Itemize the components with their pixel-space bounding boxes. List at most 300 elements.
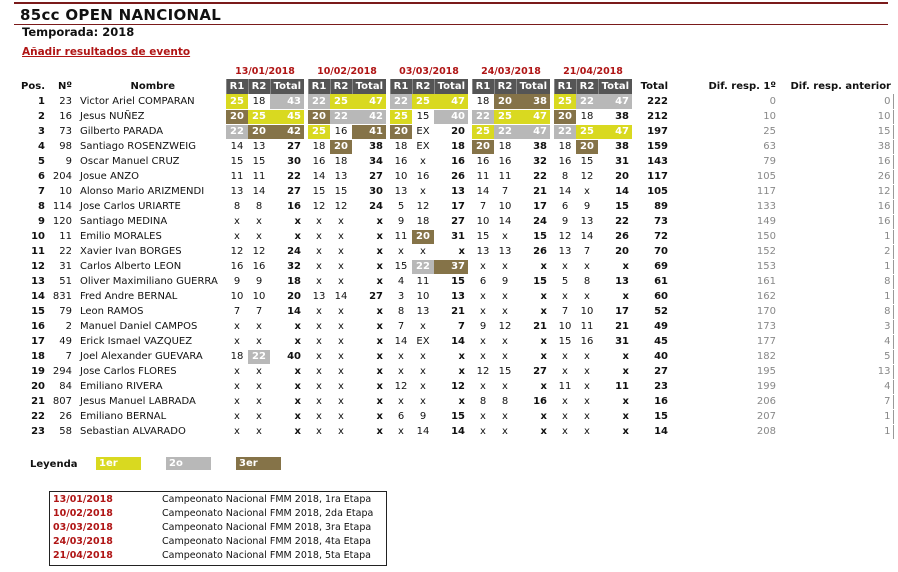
event-list-item (50, 507, 386, 521)
round-2-points-cell: x (576, 409, 598, 424)
rider-number-cell: 2 (48, 319, 76, 334)
round-2-points-cell: x (248, 424, 270, 439)
table-row (10, 409, 893, 424)
event-total-cell: x (434, 349, 468, 364)
round-2-points-cell: x (576, 259, 598, 274)
rider-number-cell: 16 (48, 109, 76, 124)
event-list-item (50, 493, 386, 507)
results-body (10, 94, 893, 439)
top-border (14, 2, 888, 4)
diff-first-cell: 199 (672, 379, 780, 394)
event-total-cell: 22 (516, 169, 550, 184)
rider-name-cell: Emilio MORALES (76, 229, 226, 244)
diff-first-cell: 25 (672, 124, 780, 139)
event-total-cell: x (352, 229, 386, 244)
event-total-cell: 47 (352, 94, 386, 109)
round-2-points-cell: 15 (412, 109, 434, 124)
event-total-cell: 13 (598, 274, 632, 289)
event-total-cell: 27 (352, 289, 386, 304)
round-1-points-cell: 13 (472, 244, 494, 259)
diff-previous-cell: 12 (780, 184, 893, 199)
round-1-points-cell: 9 (554, 214, 576, 229)
round-1-points-cell: 20 (226, 109, 248, 124)
event-total-cell: x (352, 259, 386, 274)
round-2-points-cell: x (248, 214, 270, 229)
round-2-points-cell: x (576, 289, 598, 304)
event-total-cell: 11 (598, 379, 632, 394)
rider-number-cell: 49 (48, 334, 76, 349)
round-2-points-cell: x (576, 394, 598, 409)
round-2-points-cell: 16 (576, 334, 598, 349)
grand-total-cell: 143 (632, 154, 672, 169)
position-cell: 11 (10, 244, 48, 259)
round-1-points-cell: 14 (554, 184, 576, 199)
col-name: Nombre (130, 81, 176, 92)
diff-first-cell: 149 (672, 214, 780, 229)
table-row (10, 199, 893, 214)
rider-number-cell: 73 (48, 124, 76, 139)
table-row (10, 244, 893, 259)
round-1-points-cell: 7 (226, 304, 248, 319)
round-2-points-cell: 25 (412, 94, 434, 109)
round-1-points-cell: 15 (308, 184, 330, 199)
round-1-points-cell: x (226, 319, 248, 334)
round-2-points-cell: 8 (494, 394, 516, 409)
event-total-cell: x (598, 424, 632, 439)
event-total-cell: 20 (598, 244, 632, 259)
position-cell: 12 (10, 259, 48, 274)
rider-name-cell: Jose Carlos URIARTE (76, 199, 226, 214)
position-cell: 19 (10, 364, 48, 379)
event-total-cell: 37 (434, 259, 468, 274)
rider-number-cell: 79 (48, 304, 76, 319)
diff-first-cell: 79 (672, 154, 780, 169)
rider-number-cell: 10 (48, 184, 76, 199)
event-total-cell: x (598, 289, 632, 304)
event-total-cell: x (270, 319, 304, 334)
rider-number-cell: 84 (48, 379, 76, 394)
round-2-points-cell: 14 (412, 424, 434, 439)
round-2-points-cell: x (494, 289, 516, 304)
event-total-cell: x (352, 274, 386, 289)
round-2-points-cell: 16 (248, 259, 270, 274)
round-2-points-cell: 25 (330, 94, 352, 109)
rider-name-cell: Carlos Alberto LEON (76, 259, 226, 274)
event-total-cell: 13 (434, 289, 468, 304)
position-cell: 6 (10, 169, 48, 184)
round-2-header: R2 (330, 79, 352, 94)
event-total-cell: 15 (516, 229, 550, 244)
event-total-cell: 40 (270, 349, 304, 364)
round-1-points-cell: x (308, 349, 330, 364)
diff-previous-cell: 7 (780, 394, 893, 409)
round-1-points-cell: x (308, 244, 330, 259)
diff-previous-cell: 1 (780, 409, 893, 424)
round-2-points-cell: 10 (412, 289, 434, 304)
round-2-points-cell: EX (412, 334, 434, 349)
round-1-points-cell: 13 (226, 184, 248, 199)
position-cell: 22 (10, 409, 48, 424)
table-row (10, 109, 893, 124)
round-1-points-cell: 10 (472, 214, 494, 229)
diff-first-cell: 208 (672, 424, 780, 439)
round-1-points-cell: 22 (226, 124, 248, 139)
event-total-cell: 42 (270, 124, 304, 139)
event-name: Campeonato Nacional FMM 2018, 1ra Etapa (162, 494, 372, 505)
table-row (10, 274, 893, 289)
date-header-row (10, 64, 893, 79)
table-row (10, 169, 893, 184)
round-1-points-cell: x (226, 379, 248, 394)
diff-previous-cell: 0 (780, 94, 893, 109)
table-row (10, 424, 893, 439)
diff-first-cell: 150 (672, 229, 780, 244)
round-1-points-cell: x (554, 364, 576, 379)
round-2-points-cell: 14 (494, 214, 516, 229)
grand-total-cell: 45 (632, 334, 672, 349)
grand-total-cell: 222 (632, 94, 672, 109)
round-1-points-cell: 18 (390, 139, 412, 154)
col-total: Total (640, 81, 668, 92)
grand-total-cell: 49 (632, 319, 672, 334)
event-total-cell: 17 (434, 199, 468, 214)
round-2-points-cell: 25 (248, 109, 270, 124)
rider-name-cell: Fred Andre BERNAL (76, 289, 226, 304)
round-2-points-cell: x (330, 394, 352, 409)
round-1-points-cell: x (308, 274, 330, 289)
round-1-points-cell: 22 (390, 94, 412, 109)
event-total-cell: 26 (516, 244, 550, 259)
table-row (10, 214, 893, 229)
round-2-points-cell: 14 (330, 289, 352, 304)
round-1-points-cell: x (390, 364, 412, 379)
event-total-cell: 21 (598, 319, 632, 334)
diff-previous-cell: 1 (780, 289, 893, 304)
round-2-points-cell: 18 (412, 214, 434, 229)
round-1-points-cell: 11 (554, 379, 576, 394)
round-1-points-cell: 16 (390, 154, 412, 169)
diff-first-cell: 105 (672, 169, 780, 184)
round-1-points-cell: 25 (226, 94, 248, 109)
round-2-points-cell: x (330, 379, 352, 394)
round-2-header: R2 (494, 79, 516, 94)
rider-number-cell: 58 (48, 424, 76, 439)
event-total-header: Total (434, 79, 468, 94)
col-diff-previous: Dif. resp. anterior (790, 81, 891, 92)
rider-number-cell: 7 (48, 349, 76, 364)
grand-total-cell: 69 (632, 259, 672, 274)
event-total-cell: x (352, 319, 386, 334)
event-total-cell: 27 (270, 139, 304, 154)
round-1-points-cell: 20 (472, 139, 494, 154)
round-2-points-cell: 13 (412, 304, 434, 319)
round-1-points-cell: 16 (472, 154, 494, 169)
round-2-points-cell: 7 (494, 184, 516, 199)
round-2-points-cell: 14 (248, 184, 270, 199)
rider-name-cell: Xavier Ivan BORGES (76, 244, 226, 259)
round-1-points-cell: x (390, 394, 412, 409)
event-total-cell: x (270, 334, 304, 349)
rider-name-cell: Gilberto PARADA (76, 124, 226, 139)
event-total-cell: 20 (434, 124, 468, 139)
diff-previous-cell: 38 (780, 139, 893, 154)
rider-number-cell: 9 (48, 154, 76, 169)
round-1-header: R1 (472, 79, 494, 94)
event-total-cell: 14 (598, 184, 632, 199)
round-1-points-cell: 7 (554, 304, 576, 319)
rider-number-cell: 31 (48, 259, 76, 274)
round-2-points-cell: 10 (494, 199, 516, 214)
round-2-points-cell: x (412, 154, 434, 169)
round-2-points-cell: x (330, 244, 352, 259)
round-2-points-cell: x (330, 304, 352, 319)
round-1-points-cell: x (308, 304, 330, 319)
round-2-points-cell: 20 (494, 94, 516, 109)
diff-first-cell: 63 (672, 139, 780, 154)
rider-name-cell: Leon RAMOS (76, 304, 226, 319)
round-1-points-cell: 10 (390, 169, 412, 184)
event-total-cell: 20 (270, 289, 304, 304)
event-total-cell: 14 (270, 304, 304, 319)
rider-name-cell: Oliver Maximiliano GUERRA (76, 274, 226, 289)
round-1-points-cell: 18 (226, 349, 248, 364)
round-2-points-cell: 11 (248, 169, 270, 184)
round-1-points-cell: x (554, 409, 576, 424)
event-list-item (50, 521, 386, 535)
round-2-points-cell: x (412, 244, 434, 259)
round-1-points-cell: 13 (308, 289, 330, 304)
round-1-points-cell: 25 (472, 124, 494, 139)
position-cell: 16 (10, 319, 48, 334)
position-cell: 20 (10, 379, 48, 394)
rider-name-cell: Emiliano BERNAL (76, 409, 226, 424)
round-1-points-cell: x (226, 424, 248, 439)
round-2-points-cell: 18 (248, 94, 270, 109)
round-2-points-cell: x (576, 424, 598, 439)
round-1-points-cell: x (308, 409, 330, 424)
table-row (10, 154, 893, 169)
round-1-points-cell: 11 (390, 229, 412, 244)
round-2-points-cell: x (494, 259, 516, 274)
event-name: Campeonato Nacional FMM 2018, 5ta Etapa (162, 550, 372, 561)
round-1-points-cell: x (308, 319, 330, 334)
rider-number-cell: 120 (48, 214, 76, 229)
round-1-points-cell: x (472, 289, 494, 304)
event-date: 13/01/2018 (53, 494, 113, 505)
round-2-points-cell: 18 (576, 109, 598, 124)
event-list-item (50, 535, 386, 549)
round-1-points-cell: x (472, 259, 494, 274)
round-1-points-cell: 6 (472, 274, 494, 289)
grand-total-cell: 73 (632, 214, 672, 229)
round-1-points-cell: 12 (472, 364, 494, 379)
rider-name-cell: Alonso Mario ARIZMENDI (76, 184, 226, 199)
diff-previous-cell: 1 (780, 229, 893, 244)
event-total-cell: 47 (598, 124, 632, 139)
rider-number-cell: 114 (48, 199, 76, 214)
round-2-points-cell: 12 (248, 244, 270, 259)
event-total-cell: 32 (516, 154, 550, 169)
event-total-cell: 21 (516, 184, 550, 199)
event-total-cell: 15 (598, 199, 632, 214)
round-2-points-cell: 9 (576, 199, 598, 214)
event-total-cell: x (352, 379, 386, 394)
diff-first-cell: 10 (672, 109, 780, 124)
round-1-points-cell: 13 (554, 244, 576, 259)
diff-first-cell: 207 (672, 409, 780, 424)
round-2-points-cell: 7 (248, 304, 270, 319)
diff-first-cell: 162 (672, 289, 780, 304)
diff-previous-cell: 16 (780, 154, 893, 169)
event-total-cell: 22 (598, 214, 632, 229)
round-2-points-cell: 11 (576, 319, 598, 334)
round-2-points-cell: 20 (330, 139, 352, 154)
rider-number-cell: 22 (48, 244, 76, 259)
round-2-points-cell: x (248, 379, 270, 394)
event-date: 10/02/2018 (53, 508, 113, 519)
diff-first-cell: 206 (672, 394, 780, 409)
results-table (10, 64, 894, 440)
round-1-points-cell: x (226, 394, 248, 409)
diff-first-cell: 152 (672, 244, 780, 259)
round-1-points-cell: x (390, 244, 412, 259)
round-2-points-cell: 13 (576, 214, 598, 229)
event-total-cell: 47 (516, 124, 550, 139)
diff-first-cell: 133 (672, 199, 780, 214)
event-total-cell: 30 (270, 154, 304, 169)
round-2-points-cell: 15 (330, 184, 352, 199)
round-2-points-cell: 7 (576, 244, 598, 259)
event-total-cell: x (270, 364, 304, 379)
season-label: Temporada: 2018 (22, 25, 135, 39)
round-1-points-cell: x (308, 214, 330, 229)
round-1-points-cell: 6 (390, 409, 412, 424)
round-1-points-cell: 5 (390, 199, 412, 214)
round-2-points-cell: 8 (248, 199, 270, 214)
round-2-points-cell: 14 (576, 229, 598, 244)
diff-previous-cell: 8 (780, 304, 893, 319)
round-2-points-cell: x (494, 304, 516, 319)
position-cell: 9 (10, 214, 48, 229)
round-1-points-cell: x (226, 229, 248, 244)
round-1-points-cell: 20 (390, 124, 412, 139)
event-date-5: 21/04/2018 (563, 66, 623, 77)
position-cell: 2 (10, 109, 48, 124)
round-1-points-cell: x (226, 409, 248, 424)
table-row (10, 229, 893, 244)
rider-name-cell: Santiago MEDINA (76, 214, 226, 229)
round-1-points-cell: 7 (472, 199, 494, 214)
event-total-cell: 15 (516, 274, 550, 289)
round-2-points-cell: 18 (494, 139, 516, 154)
round-2-points-cell: x (330, 214, 352, 229)
event-total-cell: 20 (598, 169, 632, 184)
round-1-header: R1 (390, 79, 412, 94)
rider-number-cell: 51 (48, 274, 76, 289)
position-cell: 5 (10, 154, 48, 169)
grand-total-cell: 40 (632, 349, 672, 364)
round-1-points-cell: 14 (226, 139, 248, 154)
event-total-cell: 26 (598, 229, 632, 244)
round-2-points-cell: x (248, 409, 270, 424)
round-1-points-cell: 15 (554, 334, 576, 349)
round-2-points-cell: 11 (412, 274, 434, 289)
round-1-points-cell: 8 (390, 304, 412, 319)
event-total-cell: 41 (352, 124, 386, 139)
diff-previous-cell: 4 (780, 334, 893, 349)
round-1-points-cell: 16 (554, 154, 576, 169)
diff-first-cell: 170 (672, 304, 780, 319)
event-total-cell: 38 (516, 139, 550, 154)
event-total-cell: x (270, 379, 304, 394)
position-cell: 18 (10, 349, 48, 364)
diff-first-cell: 177 (672, 334, 780, 349)
round-2-header: R2 (412, 79, 434, 94)
grand-total-cell: 117 (632, 169, 672, 184)
table-row (10, 319, 893, 334)
event-total-cell: x (598, 349, 632, 364)
table-row (10, 259, 893, 274)
round-1-points-cell: 4 (390, 274, 412, 289)
event-total-cell: 34 (352, 154, 386, 169)
round-1-points-cell: x (226, 364, 248, 379)
rider-number-cell: 831 (48, 289, 76, 304)
table-row (10, 379, 893, 394)
round-1-points-cell: 15 (390, 259, 412, 274)
round-1-points-cell: x (308, 259, 330, 274)
round-2-points-cell: x (330, 319, 352, 334)
event-total-cell: 27 (270, 184, 304, 199)
round-2-points-cell: 11 (494, 169, 516, 184)
round-2-points-cell: 22 (248, 349, 270, 364)
round-1-points-cell: 15 (472, 229, 494, 244)
event-total-cell: 22 (270, 169, 304, 184)
event-total-cell: x (270, 409, 304, 424)
round-2-points-cell: 13 (330, 169, 352, 184)
round-1-points-cell: x (226, 214, 248, 229)
page-title: 85cc OPEN NANCIONAL (20, 6, 222, 24)
table-row (10, 394, 893, 409)
diff-previous-cell: 8 (780, 274, 893, 289)
round-1-points-cell: 7 (390, 319, 412, 334)
grand-total-cell: 89 (632, 199, 672, 214)
event-total-cell: x (434, 394, 468, 409)
round-1-points-cell: 22 (472, 109, 494, 124)
add-event-results-link[interactable]: Añadir resultados de evento (22, 46, 191, 58)
event-total-cell: 15 (434, 274, 468, 289)
round-1-points-cell: 9 (390, 214, 412, 229)
diff-previous-cell: 2 (780, 244, 893, 259)
event-total-cell: 45 (270, 109, 304, 124)
round-2-points-cell: 12 (412, 199, 434, 214)
round-2-points-cell: x (412, 184, 434, 199)
event-total-header: Total (352, 79, 386, 94)
round-2-points-cell: 10 (576, 304, 598, 319)
round-1-points-cell: 13 (390, 184, 412, 199)
event-date: 24/03/2018 (53, 536, 113, 547)
round-2-points-cell: x (494, 409, 516, 424)
round-1-points-cell: x (390, 349, 412, 364)
event-total-cell: 43 (270, 94, 304, 109)
round-2-points-cell: EX (412, 139, 434, 154)
table-row (10, 94, 893, 109)
round-2-points-cell: x (494, 349, 516, 364)
round-1-points-cell: x (226, 334, 248, 349)
event-total-cell: x (434, 244, 468, 259)
grand-total-cell: 15 (632, 409, 672, 424)
round-1-points-cell: x (308, 424, 330, 439)
round-1-points-cell: 18 (554, 139, 576, 154)
